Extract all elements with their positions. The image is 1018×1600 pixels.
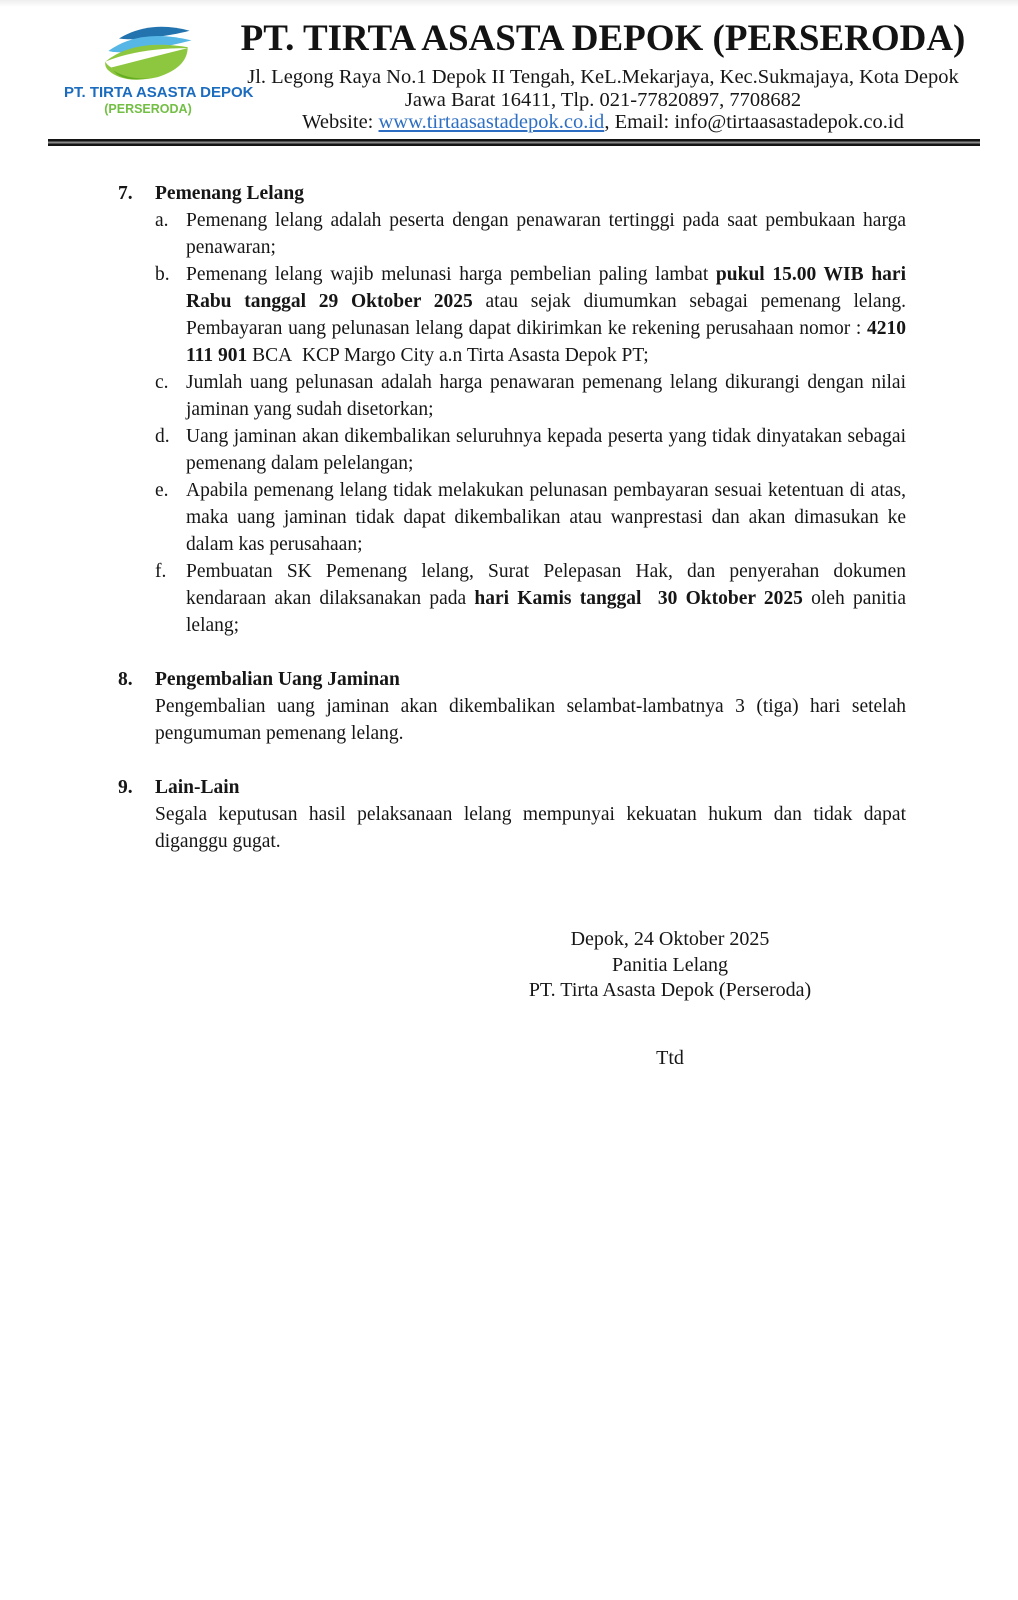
signature-company: PT. Tirta Asasta Depok (Perseroda) <box>528 979 812 1001</box>
item-letter: f. <box>155 561 167 582</box>
address-line-2: Jawa Barat 16411, Tlp. 021-77820897, 7708682 <box>404 88 802 111</box>
item-text: Pemenang lelang adalah peserta dengan penawaran tertinggi pada saat pembukaan harga penawaran; <box>186 210 906 258</box>
signature-block <box>520 927 820 1071</box>
company-logo <box>64 22 254 116</box>
item-text: Apabila pemenang lelang tidak melakukan pelunasan pembayaran sesuai ketentuan di atas, maka uang jaminan tidak dapat dikembalikan atau wanprestasi dan akan dimasukan ke dalam kas perusahaan; <box>186 480 906 555</box>
website-link[interactable]: www.tirtaasastadepok.co.id <box>378 111 605 133</box>
logo-company-name: PT. TIRTA ASASTA DEPOK <box>64 84 254 101</box>
section-9-lain-lain <box>118 774 906 855</box>
item-text: Uang jaminan akan dikembalikan seluruhnya kepada peserta yang tidak dinyatakan sebagai pemenang dalam pelelangan; <box>186 426 906 474</box>
section-title: Lain-Lain <box>155 777 240 798</box>
item-text: Jumlah uang pelunasan adalah harga penawaran pemenang lelang dikurangi dengan nilai jaminan yang sudah disetorkan; <box>186 372 906 420</box>
section-8-heading <box>118 666 906 693</box>
list-item-e <box>155 477 906 558</box>
section-paragraph: Segala keputusan hasil pelaksanaan lelang mempunyai kekuatan hukum dan tidak dapat diganggu gugat. <box>155 804 906 852</box>
website-label: Website: <box>302 111 379 133</box>
section-number: 7. <box>118 183 133 204</box>
section-title: Pengembalian Uang Jaminan <box>155 669 400 690</box>
signature-ttd: Ttd <box>656 1046 684 1069</box>
document-body <box>118 180 906 1071</box>
water-leaf-logo-icon <box>64 22 232 82</box>
section-7-heading <box>118 180 906 207</box>
letterhead <box>0 0 1018 139</box>
item-letter: a. <box>155 210 169 231</box>
logo-company-subname: (PERSERODA) <box>104 102 192 116</box>
section-title: Pemenang Lelang <box>155 183 304 204</box>
list-item-b <box>155 261 906 369</box>
list-item-d <box>155 423 906 477</box>
list-item-f <box>155 558 906 639</box>
item-letter: e. <box>155 480 169 501</box>
section-8-pengembalian-uang-jaminan <box>118 666 906 747</box>
letterhead-text <box>232 18 974 134</box>
section-9-heading <box>118 774 906 801</box>
section-number: 8. <box>118 669 133 690</box>
list-item-a <box>155 207 906 261</box>
signature-committee: Panitia Lelang <box>611 953 729 976</box>
letterhead-divider <box>48 139 980 146</box>
signature-place-date: Depok, 24 Oktober 2025 <box>570 928 770 950</box>
item-letter: d. <box>155 426 170 447</box>
section-7-pemenang-lelang <box>118 180 906 639</box>
email-text: , Email: info@tirtaasastadepok.co.id <box>604 111 904 133</box>
contact-line <box>232 111 974 134</box>
company-name-title: PT. TIRTA ASASTA DEPOK (PERSERODA) <box>240 18 966 59</box>
section-paragraph: Pengembalian uang jaminan akan dikembalikan selambat-lambatnya 3 (tiga) hari setelah pengumuman pemenang lelang. <box>155 696 906 744</box>
item-letter: b. <box>155 264 170 285</box>
item-text: Pemenang lelang wajib melunasi harga pembelian paling lambat pukul 15.00 WIB hari Rabu tanggal 29 Oktober 2025 atau sejak diumumkan sebagai pemenang lelang. Pembayaran uang pelunasan lelang dapat dikirimkan ke rekening perusahaan nomor : 4210 111 901 BCA KCP Margo City a.n Tirta Asasta Depok PT; <box>186 264 907 366</box>
address-line-1: Jl. Legong Raya No.1 Depok II Tengah, KeL.Mekarjaya, Kec.Sukmajaya, Kota Depok <box>247 66 959 88</box>
item-letter: c. <box>155 372 169 393</box>
item-text: Pembuatan SK Pemenang lelang, Surat Pelepasan Hak, dan penyerahan dokumen kendaraan akan dilaksanakan pada hari Kamis tanggal 30 Oktober 2025 oleh panitia lelang; <box>186 561 907 636</box>
list-item-c <box>155 369 906 423</box>
section-number: 9. <box>118 777 133 798</box>
